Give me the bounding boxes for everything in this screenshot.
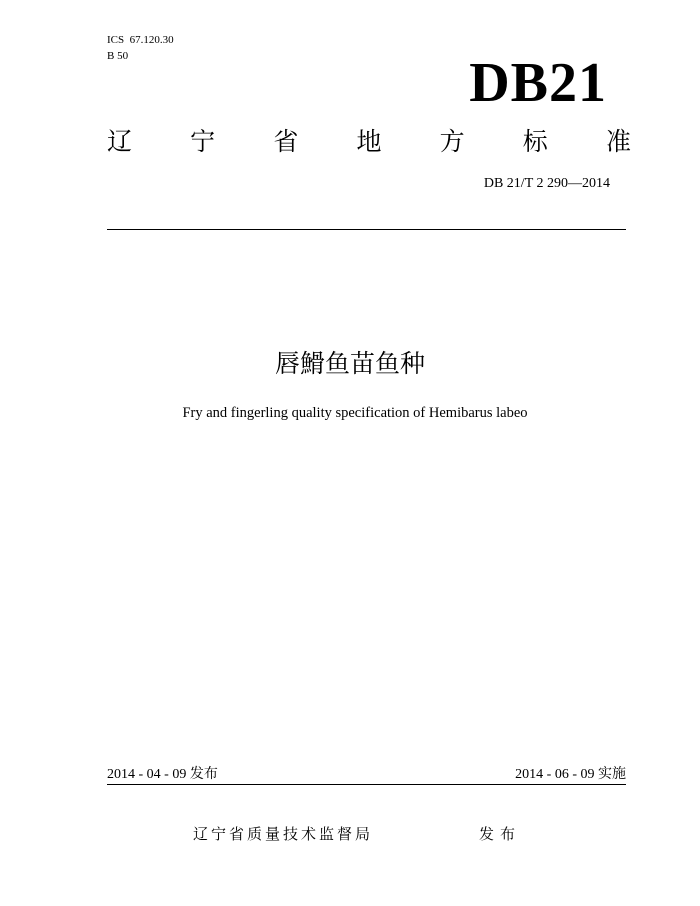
- ccs-code: B 50: [107, 50, 129, 62]
- top-divider: [107, 229, 626, 230]
- ics-code: ICS 67.120.30: [107, 34, 174, 46]
- db-code-logo: DB21: [469, 52, 607, 114]
- issue-date: 2014 - 04 - 09 发布: [107, 767, 218, 782]
- bottom-divider: [107, 784, 626, 785]
- title-english: Fry and fingerling quality specification of Hemibarus labeo: [182, 405, 528, 421]
- implementation-date: 2014 - 06 - 09 实施: [515, 767, 626, 782]
- standard-type-char: 宁: [190, 127, 216, 156]
- standard-number: DB 21/T 2 290—2014: [483, 176, 610, 191]
- standard-type-char: 辽: [107, 127, 133, 156]
- issuing-authority: 辽宁省质量技术监督局: [193, 825, 374, 843]
- standard-type-char: 地: [356, 127, 382, 156]
- title-chinese: 唇䱻鱼苗鱼种: [274, 349, 425, 378]
- standard-type: [107, 126, 631, 158]
- standard-type-char: 方: [439, 127, 465, 156]
- standard-type-char: 标: [522, 127, 548, 156]
- issue-action: 发布: [479, 825, 522, 843]
- standard-type-char: 准: [605, 127, 631, 156]
- standard-type-char: 省: [273, 127, 299, 156]
